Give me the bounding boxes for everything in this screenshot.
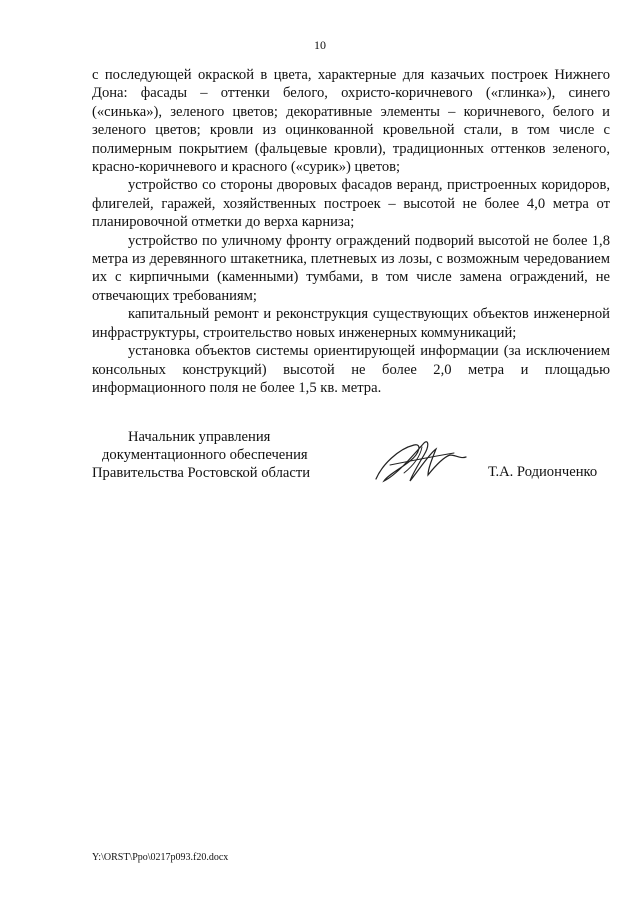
file-path: Y:\ORST\Ppo\0217p093.f20.docx [92,852,229,863]
signatory-title [92,428,310,482]
signatory-title-line: Начальник управления [128,429,271,445]
paragraph-courtyard-extensions: устройство со стороны дворовых фасадов веранд, пристроенных коридоров, флигелей, гаражей, хозяйственных построек – высотой не более 4,0 метра от планировочной отметки до верха карниза; [92,177,610,231]
paragraph-continuation: с последующей окраской в цвета, характерные для казачьих построек Нижнего Дона: фасады – оттенки белого, охристо-коричневого («глинка»), синего («синька»), зеленого цветов; декоративные элементы – коричневого, белого и зеленого цветов; кровли из оцинкованной кровельной стали, в том числе с полимерным покрытием (фальцевые кровли), традиционных оттенков зеленого, красно-коричневого и красного («сурик») цветов; [92,67,610,176]
signatory-name: Т.А. Родионченко [488,464,598,480]
signatory-title-line: документационного обеспечения [102,447,308,463]
paragraph-information-signs: установка объектов системы ориентирующей информации (за исключением консольных конструкций) высотой не более 2,0 метра и площадью информационного поля не более 1,5 кв. метра. [92,343,610,396]
paragraph-street-fences: устройство по уличному фронту ограждений подворий высотой не более 1,8 метра из деревянного штакетника, плетневых из лозы, с возможным чередованием их с кирпичными (каменными) тумбами, в том числе замена ограждений, не отвечающих требованиям; [92,232,610,304]
handwritten-signature [370,435,470,489]
signatory-title-line: Правительства Ростовской области [92,465,311,481]
paragraph-engineering-infrastructure: капитальный ремонт и реконструкция существующих объектов инженерной инфраструктуры, строительство новых инженерных коммуникаций; [92,306,610,341]
document-body [92,66,610,397]
page-number: 10 [314,38,326,52]
